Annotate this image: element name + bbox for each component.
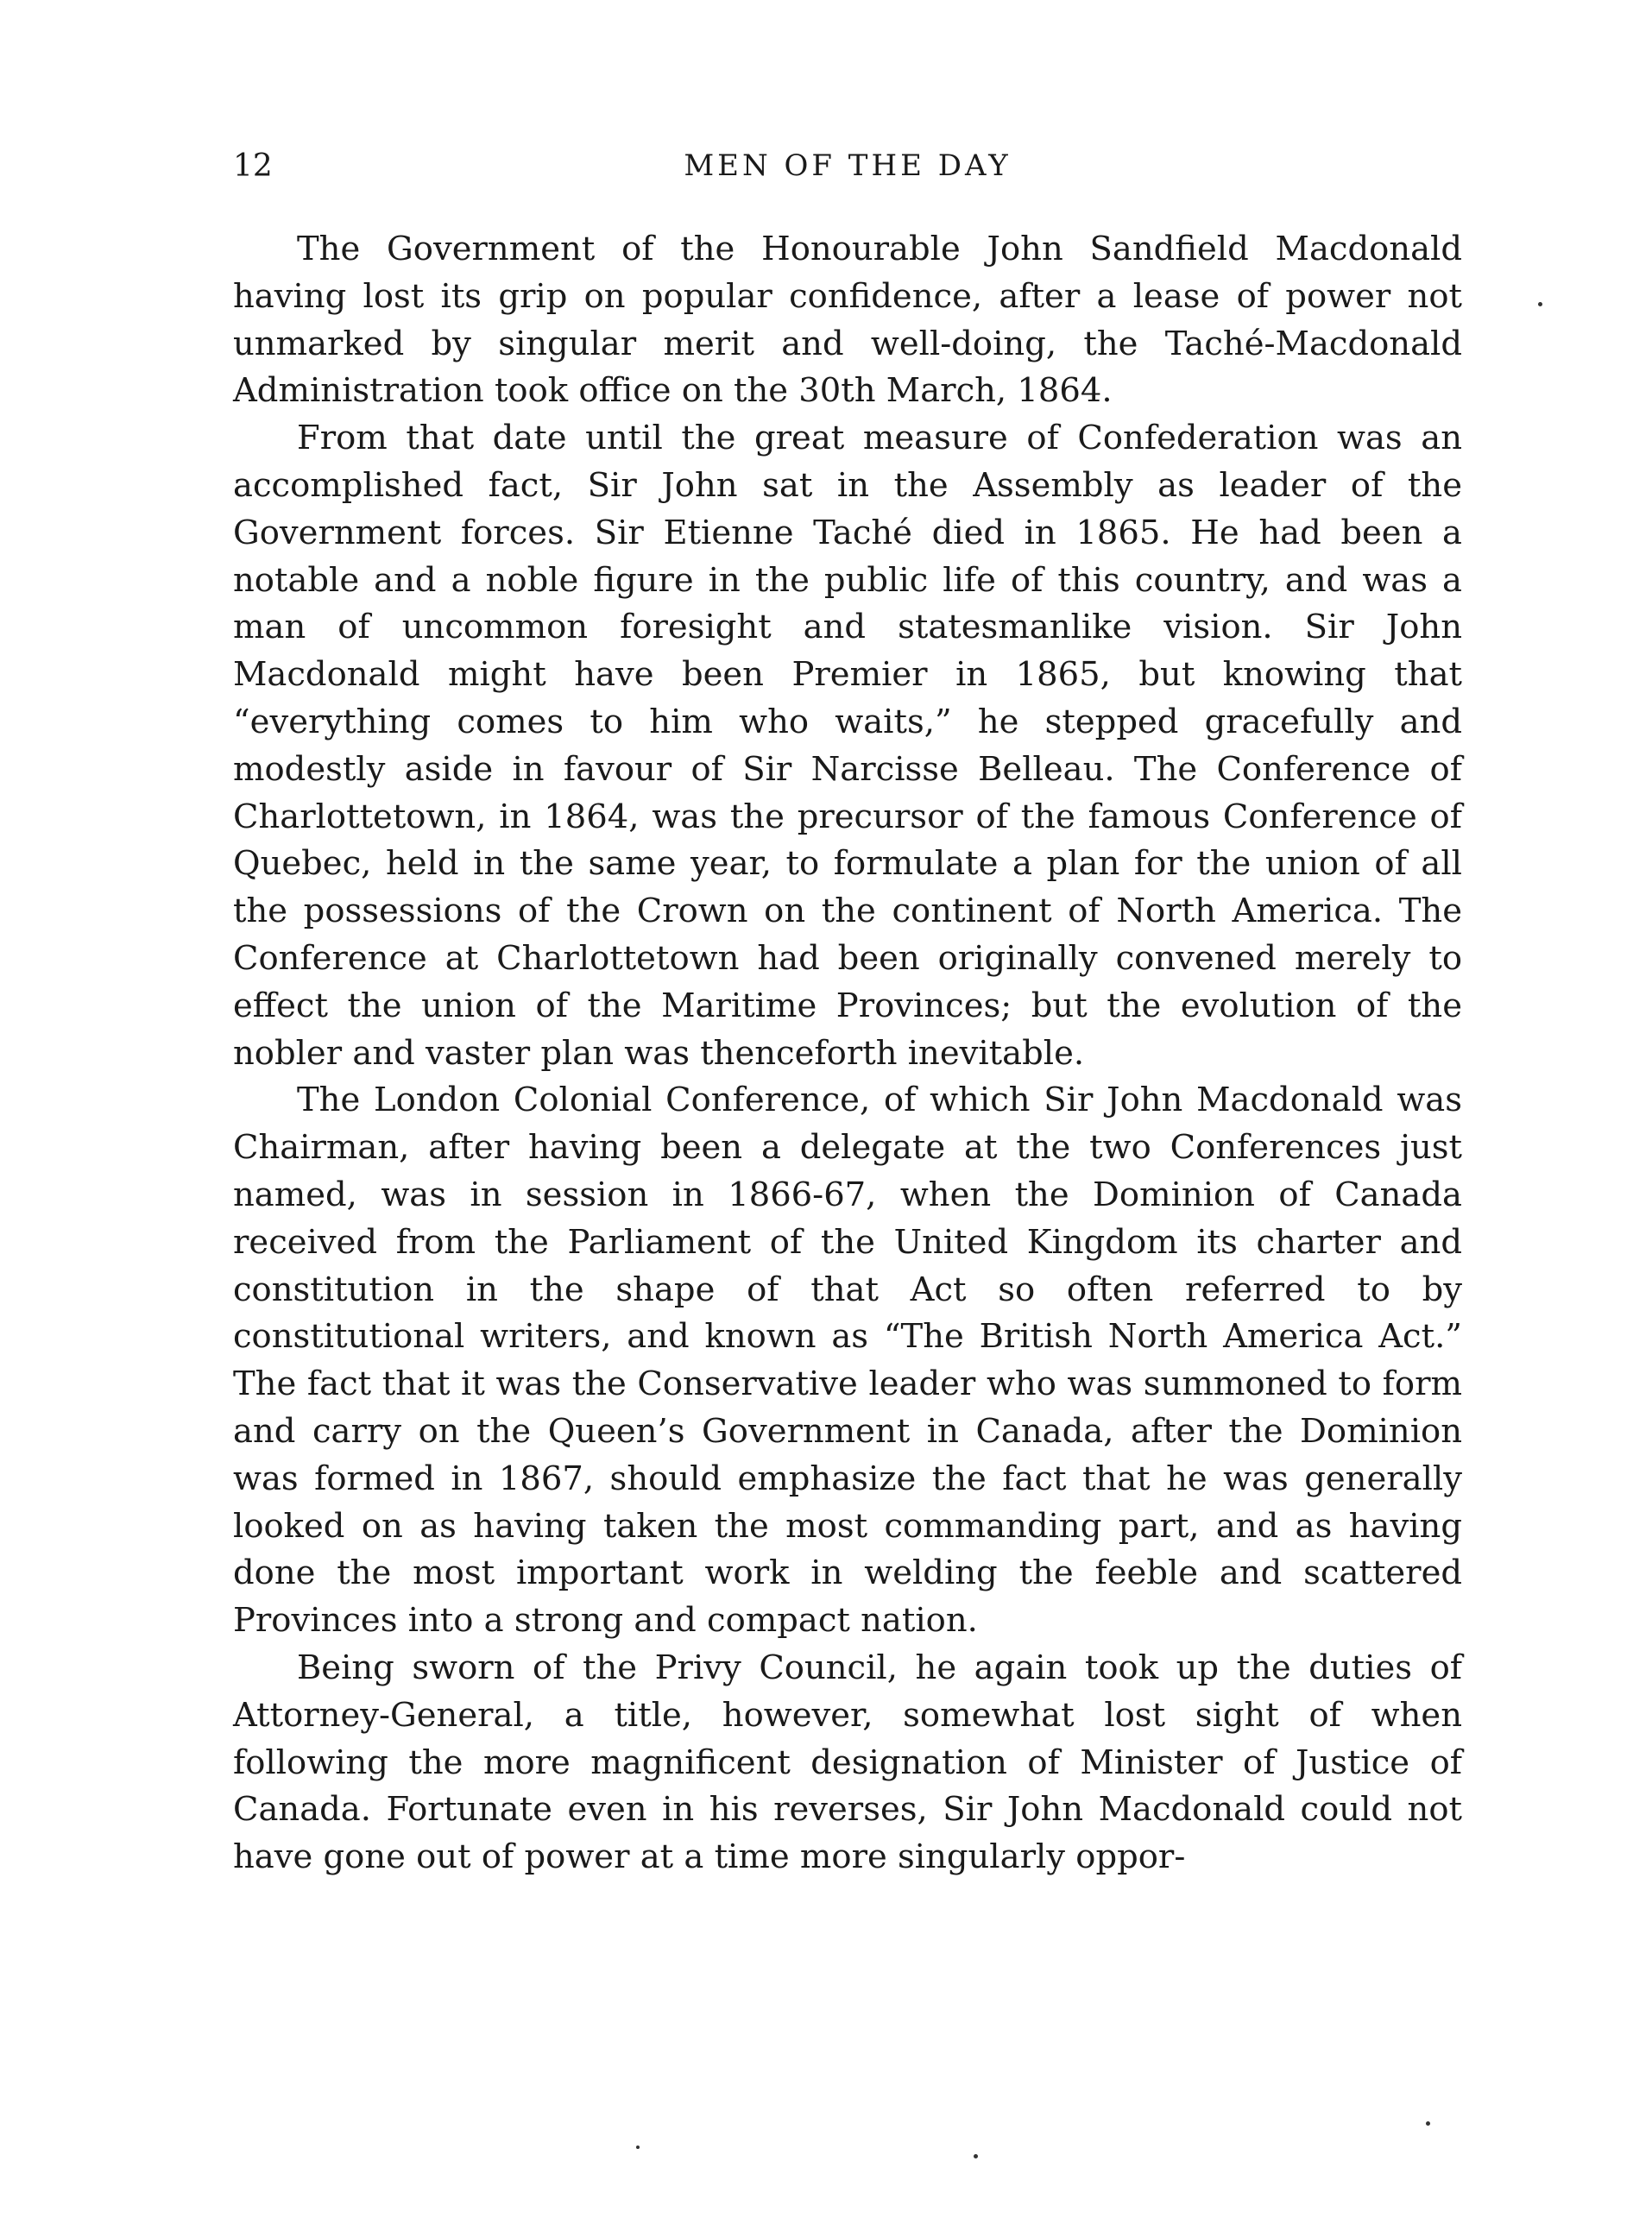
running-title: MEN OF THE DAY [684,148,1012,183]
body-text [233,226,1462,1881]
scan-speck [636,2146,640,2149]
scan-speck [1426,2121,1430,2126]
paragraph: From that date until the great measure of Confederation was an accomplished fact, Sir John sat in the Assembly as leader of the Government forces. Sir Etienne Taché died in 1865. He had been a notable and a noble figure in the public life of this country, and was a man of uncommon foresight and statesmanlike vision. Sir John Macdonald might have been Premier in 1865, but knowing that “everything comes to him who waits,” he stepped gracefully and modestly aside in favour of Sir Narcisse Belleau. The Conference of Charlottetown, in 1864, was the precursor of the famous Conference of Quebec, held in the same year, to formulate a plan for the union of all the possessions of the Crown on the continent of North America. The Conference at Charlottetown had been originally convened merely to effect the union of the Maritime Provinces; but the evolution of the nobler and vaster plan was thenceforth inevitable. [233,419,1462,1073]
scan-speck [974,2154,978,2158]
paragraph: Being sworn of the Privy Council, he again took up the duties of Attorney-General, a title, however, somewhat lost sight of when following the more magnificent designation of Minister of Justice of Canada. Fortunate even in his reverses, Sir John Macdonald could not have gone out of power at a time more singularly oppor- [233,1648,1462,1877]
scan-speck [1538,302,1542,306]
page-number: 12 [233,148,273,184]
paragraph: The Government of the Honourable John Sandfield Macdonald having lost its grip on popular confidence, after a lease of power not unmarked by singular merit and well-doing, the Taché-Macdonald Administration took office on the 30th March, 1864. [233,230,1462,411]
running-head [233,148,1462,192]
paragraph: The London Colonial Conference, of which Sir John Macdonald was Chairman, after having been a delegate at the two Conferences just named, was in session in 1866-67, when the Dominion of Canada received from the Parliament of the United Kingdom its charter and constitution in the shape of that Act so often referred to by constitutional writers, and known as “The British North America Act.” The fact that it was the Conservative leader who was summoned to form and carry on the Queen’s Government in Canada, after the Dominion was formed in 1867, should emphasize the fact that he was generally looked on as having taken the most commanding part, and as having done the most important work in welding the feeble and scattered Provinces into a strong and compact nation. [233,1081,1462,1641]
